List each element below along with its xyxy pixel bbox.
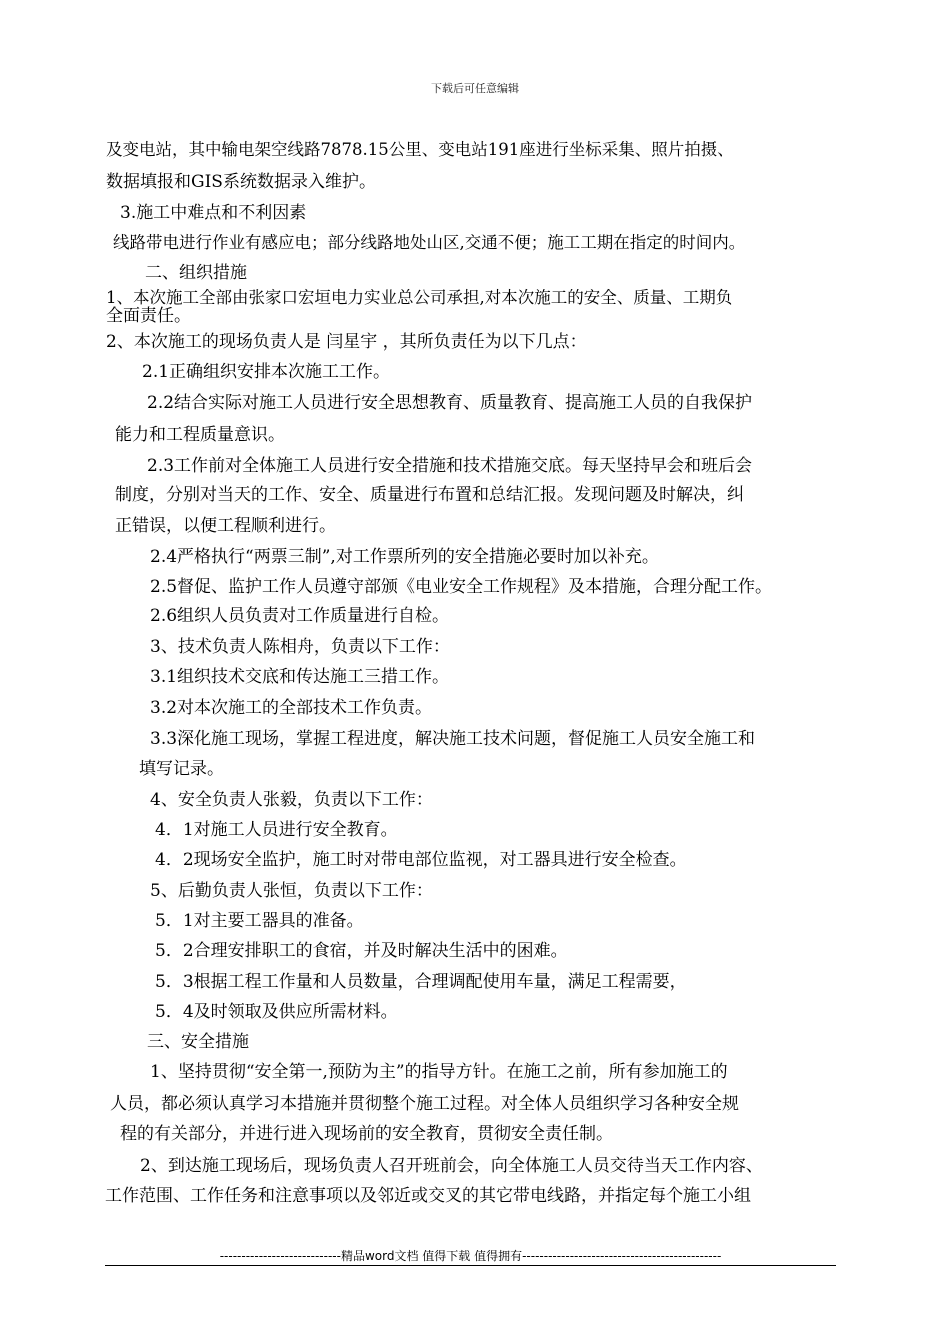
- text-line: 数据填报和GIS系统数据录入维护。: [106, 172, 376, 192]
- page-footer: ----------------------------精品word文档 值得下载 值得拥有----------------------------------------------: [219, 1249, 722, 1263]
- text-line: 2、本次施工的现场负责人是 闫星宇 ，其所负责任为以下几点：: [106, 332, 587, 352]
- text-line: 线路带电进行作业有感应电；部分线路地处山区,交通不便；施工工期在指定的时间内。: [113, 233, 746, 252]
- footer-divider: [105, 1265, 836, 1266]
- text-line: 2.3工作前对全体施工人员进行安全措施和技术措施交底。每天坚持早会和班后会: [147, 456, 753, 476]
- text-line: 2.6组织人员负责对工作质量进行自检。: [150, 606, 450, 626]
- text-line: 4．2现场安全监护，施工时对带电部位监视，对工器具进行安全检查。: [155, 850, 687, 870]
- text-line: 制度，分别对当天的工作、安全、质量进行布置和总结汇报。发现问题及时解决，纠: [115, 485, 744, 505]
- text-line: 程的有关部分，并进行进入现场前的安全教育，贯彻安全责任制。: [120, 1124, 613, 1144]
- text-line: 5、后勤负责人张恒，负责以下工作：: [150, 881, 433, 901]
- text-line: 正错误，以便工程顺利进行。: [115, 516, 336, 536]
- section-heading: 二、组织措施: [145, 263, 247, 283]
- text-line: 3.1组织技术交底和传达施工三措工作。: [150, 667, 450, 687]
- text-line: 5．1对主要工器具的准备。: [155, 911, 364, 931]
- text-line: 能力和工程质量意识。: [115, 425, 285, 445]
- section-heading: 三、安全措施: [147, 1032, 249, 1052]
- text-line: 3.3深化施工现场，掌握工程进度，解决施工技术问题，督促施工人员安全施工和: [150, 729, 756, 749]
- text-line: 4．1对施工人员进行安全教育。: [155, 820, 398, 840]
- text-line: 2.4严格执行“两票三制”,对工作票所列的安全措施必要时加以补充。: [150, 547, 659, 567]
- text-line: 2.1正确组织安排本次施工工作。: [142, 362, 391, 382]
- text-line: 2、到达施工现场后，现场负责人召开班前会，向全体施工人员交待当天工作内容、: [140, 1156, 763, 1176]
- text-line: 2.5督促、监护工作人员遵守部颁《电业安全工作规程》及本措施，合理分配工作。: [150, 577, 773, 597]
- text-line: 工作范围、工作任务和注意事项以及邻近或交叉的其它带电线路，并指定每个施工小组: [105, 1186, 751, 1206]
- text-line: 人员，都必须认真学习本措施并贯彻整个施工过程。对全体人员组织学习各种安全规: [110, 1094, 739, 1114]
- text-line: 5．2合理安排职工的食宿，并及时解决生活中的困难。: [155, 941, 568, 961]
- text-line: 5．3根据工程工作量和人员数量，合理调配使用车量，满足工程需要，: [155, 972, 687, 992]
- text-line: 4、安全负责人张毅，负责以下工作：: [150, 790, 433, 810]
- text-line: 全面责任。: [106, 306, 191, 326]
- text-line: 填写记录。: [139, 759, 224, 779]
- text-line: 及变电站，其中输电架空线路7878.15公里、变电站191座进行坐标采集、照片拍摄、: [106, 140, 734, 159]
- page-header: 下载后可任意编辑: [431, 82, 519, 95]
- text-line: 2.2结合实际对施工人员进行安全思想教育、质量教育、提高施工人员的自我保护: [147, 393, 753, 413]
- section-heading: 3.施工中难点和不利因素: [120, 203, 307, 223]
- text-line: 5．4及时领取及供应所需材料。: [155, 1002, 398, 1022]
- text-line: 1、坚持贯彻“安全第一,预防为主”的指导方针。在施工之前，所有参加施工的: [150, 1062, 728, 1082]
- text-line: 3、技术负责人陈相舟，负责以下工作：: [150, 637, 450, 657]
- text-line: 1、本次施工全部由张家口宏垣电力实业总公司承担,对本次施工的安全、质量、工期负: [106, 288, 733, 307]
- text-line: 3.2对本次施工的全部技术工作负责。: [150, 698, 433, 718]
